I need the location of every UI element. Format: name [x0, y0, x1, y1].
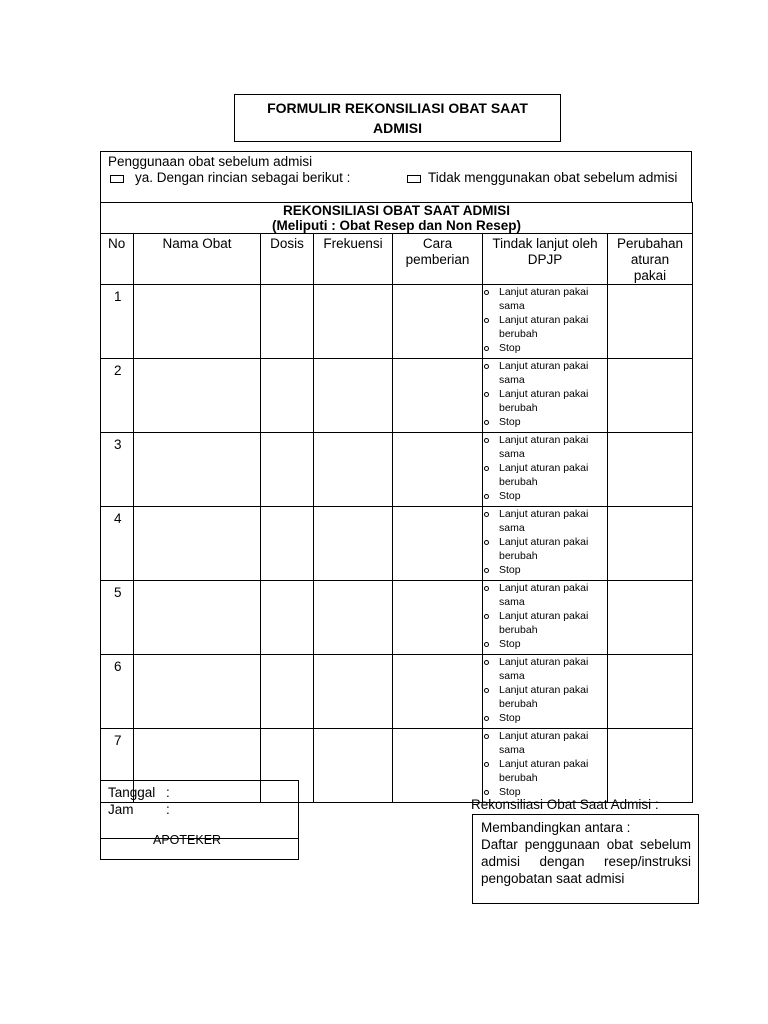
follow-up-option[interactable]: Lanjut aturan pakai berubah	[483, 683, 607, 711]
tindak-lanjut-cell	[483, 285, 608, 359]
nama-obat-cell[interactable]	[134, 507, 261, 581]
follow-up-option[interactable]: Stop	[483, 563, 607, 577]
perubahan-cell[interactable]	[608, 359, 693, 433]
cara-pemberian-cell[interactable]	[393, 655, 483, 729]
note-line2: Daftar penggunaan obat sebelum	[481, 837, 691, 852]
col-header-dosis: Dosis	[261, 234, 314, 285]
reconciliation-table	[100, 202, 693, 803]
col-header-perubahan: Perubahan aturan pakai	[608, 234, 693, 285]
follow-up-option[interactable]: Lanjut aturan pakai sama	[483, 581, 607, 609]
cara-pemberian-cell[interactable]	[393, 729, 483, 803]
nama-obat-cell[interactable]	[134, 581, 261, 655]
nama-obat-cell[interactable]	[134, 285, 261, 359]
apoteker-label: APOTEKER	[153, 833, 222, 847]
follow-up-option[interactable]: Lanjut aturan pakai sama	[483, 729, 607, 757]
frekuensi-cell[interactable]	[314, 655, 393, 729]
follow-up-option[interactable]: Lanjut aturan pakai sama	[483, 285, 607, 313]
frekuensi-cell[interactable]	[314, 433, 393, 507]
tanggal-colon: :	[166, 785, 170, 800]
usage-section	[100, 151, 692, 203]
cara-pemberian-cell[interactable]	[393, 507, 483, 581]
frekuensi-cell[interactable]	[314, 359, 393, 433]
nama-obat-cell[interactable]	[134, 359, 261, 433]
dosis-cell[interactable]	[261, 655, 314, 729]
follow-up-option[interactable]: Stop	[483, 711, 607, 725]
perubahan-cell[interactable]	[608, 507, 693, 581]
usage-heading: Penggunaan obat sebelum admisi	[108, 154, 313, 169]
form-title-line1: FORMULIR REKONSILIASI OBAT SAAT	[267, 100, 528, 116]
follow-up-option[interactable]: Lanjut aturan pakai berubah	[483, 757, 607, 785]
cara-pemberian-cell[interactable]	[393, 581, 483, 655]
table-title	[101, 203, 693, 234]
col-header-frekuensi: Frekuensi	[314, 234, 393, 285]
follow-up-option[interactable]: Lanjut aturan pakai berubah	[483, 535, 607, 563]
follow-up-options	[483, 359, 607, 429]
nama-obat-cell[interactable]	[134, 433, 261, 507]
col-header-nama-obat: Nama Obat	[134, 234, 261, 285]
perubahan-cell[interactable]	[608, 433, 693, 507]
tindak-lanjut-cell	[483, 359, 608, 433]
table-row	[101, 285, 693, 359]
tanggal-row	[108, 785, 170, 800]
form-title	[234, 94, 561, 142]
row-number: 6	[101, 655, 134, 729]
table-row	[101, 655, 693, 729]
tanggal-label: Tanggal	[108, 785, 156, 800]
follow-up-option[interactable]: Lanjut aturan pakai berubah	[483, 313, 607, 341]
perubahan-cell[interactable]	[608, 285, 693, 359]
follow-up-option[interactable]: Lanjut aturan pakai sama	[483, 433, 607, 461]
dosis-cell[interactable]	[261, 507, 314, 581]
note-line1: Membandingkan antara :	[481, 820, 631, 835]
dosis-cell[interactable]	[261, 359, 314, 433]
col-header-tindak-lanjut: Tindak lanjut oleh DPJP	[483, 234, 608, 285]
frekuensi-cell[interactable]	[314, 729, 393, 803]
row-number: 7	[101, 729, 134, 803]
follow-up-options	[483, 655, 607, 725]
tindak-lanjut-cell	[483, 581, 608, 655]
perubahan-cell[interactable]	[608, 655, 693, 729]
frekuensi-cell[interactable]	[314, 285, 393, 359]
row-number: 2	[101, 359, 134, 433]
jam-label: Jam	[108, 802, 134, 817]
frekuensi-cell[interactable]	[314, 507, 393, 581]
follow-up-options	[483, 729, 607, 799]
dosis-cell[interactable]	[261, 433, 314, 507]
follow-up-option[interactable]: Lanjut aturan pakai berubah	[483, 609, 607, 637]
row-number: 3	[101, 433, 134, 507]
follow-up-option[interactable]: Lanjut aturan pakai berubah	[483, 461, 607, 489]
follow-up-options	[483, 285, 607, 355]
dosis-cell[interactable]	[261, 285, 314, 359]
table-title-line2: (Meliputi : Obat Resep dan Non Resep)	[271, 218, 522, 233]
col-header-cara-pemberian: Cara pemberian	[393, 234, 483, 285]
tindak-lanjut-cell	[483, 655, 608, 729]
frekuensi-cell[interactable]	[314, 581, 393, 655]
tindak-lanjut-cell	[483, 507, 608, 581]
signature-box	[100, 780, 299, 860]
row-number: 5	[101, 581, 134, 655]
follow-up-options	[483, 507, 607, 577]
perubahan-cell[interactable]	[608, 581, 693, 655]
follow-up-option[interactable]: Lanjut aturan pakai berubah	[483, 387, 607, 415]
follow-up-option[interactable]: Stop	[483, 341, 607, 355]
table-title-line1: REKONSILIASI OBAT SAAT ADMISI	[282, 203, 510, 218]
col-header-no: No	[101, 234, 134, 285]
follow-up-option[interactable]: Stop	[483, 415, 607, 429]
table-row	[101, 581, 693, 655]
table-row	[101, 433, 693, 507]
tindak-lanjut-cell	[483, 433, 608, 507]
row-number: 1	[101, 285, 134, 359]
table-row	[101, 359, 693, 433]
note-heading: Rekonsiliasi Obat Saat Admisi :	[471, 797, 659, 812]
dosis-cell[interactable]	[261, 581, 314, 655]
tindak-lanjut-cell	[483, 729, 608, 803]
follow-up-options	[483, 581, 607, 651]
jam-row	[108, 802, 170, 817]
no-checkbox[interactable]	[407, 175, 421, 183]
follow-up-option[interactable]: Lanjut aturan pakai sama	[483, 359, 607, 387]
follow-up-option[interactable]: Stop	[483, 489, 607, 503]
form-title-line2: ADMISI	[373, 120, 422, 136]
follow-up-option[interactable]: Lanjut aturan pakai sama	[483, 507, 607, 535]
note-line3: admisi dengan resep/instruksi	[481, 854, 691, 869]
follow-up-option[interactable]: Stop	[483, 785, 607, 799]
table-row	[101, 507, 693, 581]
yes-option-label: ya. Dengan rincian sebagai berikut :	[135, 170, 351, 185]
cara-pemberian-cell[interactable]	[393, 359, 483, 433]
note-box	[472, 814, 699, 904]
no-option-label: Tidak menggunakan obat sebelum admisi	[428, 170, 678, 185]
perubahan-cell[interactable]	[608, 729, 693, 803]
follow-up-options	[483, 433, 607, 503]
nama-obat-cell[interactable]	[134, 655, 261, 729]
jam-colon: :	[166, 802, 170, 817]
cara-pemberian-cell[interactable]	[393, 285, 483, 359]
note-line4: pengobatan saat admisi	[481, 871, 625, 886]
cara-pemberian-cell[interactable]	[393, 433, 483, 507]
yes-checkbox[interactable]	[110, 175, 124, 183]
row-number: 4	[101, 507, 134, 581]
follow-up-option[interactable]: Lanjut aturan pakai sama	[483, 655, 607, 683]
follow-up-option[interactable]: Stop	[483, 637, 607, 651]
